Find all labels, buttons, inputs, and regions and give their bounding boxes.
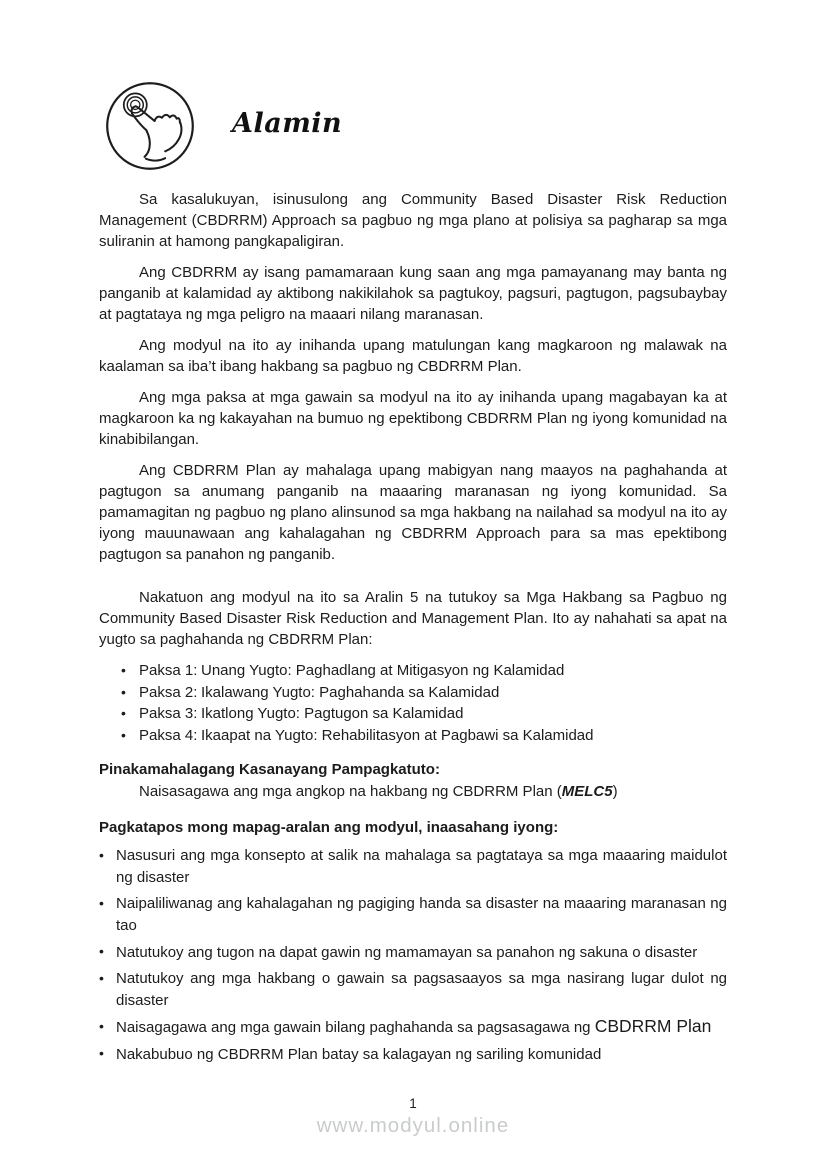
bullet-icon: •: [99, 943, 104, 959]
paksa-text: Ikaapat na Yugto: Rehabilitasyon at Pagbawi sa Kalamidad: [201, 726, 594, 744]
melc-heading: Pinakamahalagang Kasanayang Pampagkatuto:: [99, 761, 440, 778]
list-item: [121, 682, 727, 704]
bullet-icon: •: [121, 683, 126, 700]
page-title: Alamin: [232, 107, 343, 139]
paksa-text: Ikalawang Yugto: Paghahanda sa Kalamidad: [201, 683, 500, 701]
bullet-icon: •: [121, 705, 126, 721]
bullet-icon: •: [99, 895, 104, 911]
list-item: [99, 845, 727, 888]
list-item: [99, 968, 727, 1011]
touch-gesture-icon: [104, 80, 196, 172]
paksa-text: Ikatlong Yugto: Pagtugon sa Kalamidad: [201, 705, 464, 722]
objective-text: Nakabubuo ng CBDRRM Plan batay sa kalagayan ng sariling komunidad: [116, 1046, 602, 1063]
bullet-icon: •: [99, 970, 104, 986]
paksa-list: [121, 660, 727, 746]
list-item: [121, 660, 727, 682]
objective-text: Nasusuri ang mga konsepto at salik na mahalaga sa pagtataya sa mga maaaring maidulot ng disaster: [116, 847, 727, 886]
bullet-icon: •: [99, 1018, 104, 1034]
paksa-label: Paksa 2:: [139, 683, 198, 701]
objectives-heading: Pagkatapos mong mapag-aralan ang modyul, inaasahang iyong:: [99, 819, 559, 836]
melc-statement: [99, 781, 727, 802]
paksa-label: Paksa 4:: [139, 726, 198, 744]
list-item: [99, 941, 727, 963]
objective-text: Natutukoy ang tugon na dapat gawin ng mamamayan sa panahon ng sakuna o disaster: [116, 944, 698, 961]
body-paragraph: Ang CBDRRM ay isang pamamaraan kung saan ang mga pamayanang may banta ng panganib at kalamidad ay aktibong nakikilahok sa pagtukoy, pagsuri, pagtugon, pagsubaybay at pagtataya ng mga peligro na maaari nilang maranasan.: [99, 264, 727, 323]
body-paragraph: Nakatuon ang modyul na ito sa Aralin 5 na tutukoy sa Mga Hakbang sa Pagbuo ng Community Based Disaster Risk Reduction and Management Plan. Ito ay nahahati sa apat na yugto sa paghahanda ng CBDRRM Plan:: [99, 589, 727, 648]
paksa-text: Unang Yugto: Paghadlang at Mitigasyon ng Kalamidad: [201, 662, 565, 679]
list-item: [99, 1043, 727, 1065]
bullet-icon: •: [121, 662, 126, 678]
objective-text: Naipaliliwanag ang kahalagahan ng pagiging handa sa disaster na maaaring maranasan ng tao: [116, 895, 727, 934]
list-item: [121, 725, 727, 747]
module-header: [99, 80, 727, 172]
page-number: 1: [409, 1096, 417, 1111]
bullet-icon: •: [99, 1045, 104, 1061]
melc-statement-suffix: ): [612, 783, 618, 800]
page-content: [99, 0, 727, 1070]
bullet-icon: •: [99, 847, 104, 863]
body-paragraph: Ang modyul na ito ay inihanda upang matulungan kang magkaroon ng malawak na kaalaman sa iba’t ibang hakbang sa pagbuo ng CBDRRM Plan.: [99, 337, 727, 375]
objectives-list: [99, 845, 727, 1065]
paksa-label: Paksa 1:: [139, 662, 198, 679]
body-paragraph: Ang mga paksa at mga gawain sa modyul na ito ay inihanda upang magabayan ka at magkaroon ka ng kakayahan na bumuo ng epektibong CBDRRM Plan ng iyong komunidad na kinabibilangan.: [99, 389, 727, 448]
melc-code: MELC5: [561, 783, 613, 800]
watermark: www.modyul.online: [316, 1114, 510, 1137]
list-item: [121, 703, 727, 725]
list-item: [99, 1016, 727, 1038]
objective-text: Natutukoy ang mga hakbang o gawain sa pagsasaayos sa mga nasirang lugar dulot ng disaster: [116, 970, 727, 1009]
body-paragraph: Sa kasalukuyan, isinusulong ang Community Based Disaster Risk Reduction Management (CBDRRM) Approach sa pagbuo ng mga plano at polisiya sa pagharap sa mga suliranin at hamong pangkapaligiran.: [99, 191, 727, 250]
paksa-label: Paksa 3:: [139, 705, 198, 722]
body-paragraph: Ang CBDRRM Plan ay mahalaga upang mabigyan nang maayos na paghahanda at pagtugon sa anumang panganib na maaaring maranasan ng iyong komunidad. Sa pamamagitan ng pagbuo ng plano alinsunod sa mga hakbang na nailahad sa modyul na ito ay iyong mauunawaan ang kahalagahan ng CBDRRM Approach para sa mas epektibong pagtugon sa panahon ng panganib.: [99, 462, 727, 563]
melc-statement-prefix: Naisasagawa ang mga angkop na hakbang ng CBDRRM Plan (: [139, 783, 562, 800]
objective-text: Naisagagawa ang mga gawain bilang paghahanda sa pagsasagawa ng CBDRRM Plan: [116, 1016, 712, 1036]
list-item: [99, 893, 727, 936]
bullet-icon: •: [121, 726, 126, 743]
module-icon: [104, 80, 196, 172]
